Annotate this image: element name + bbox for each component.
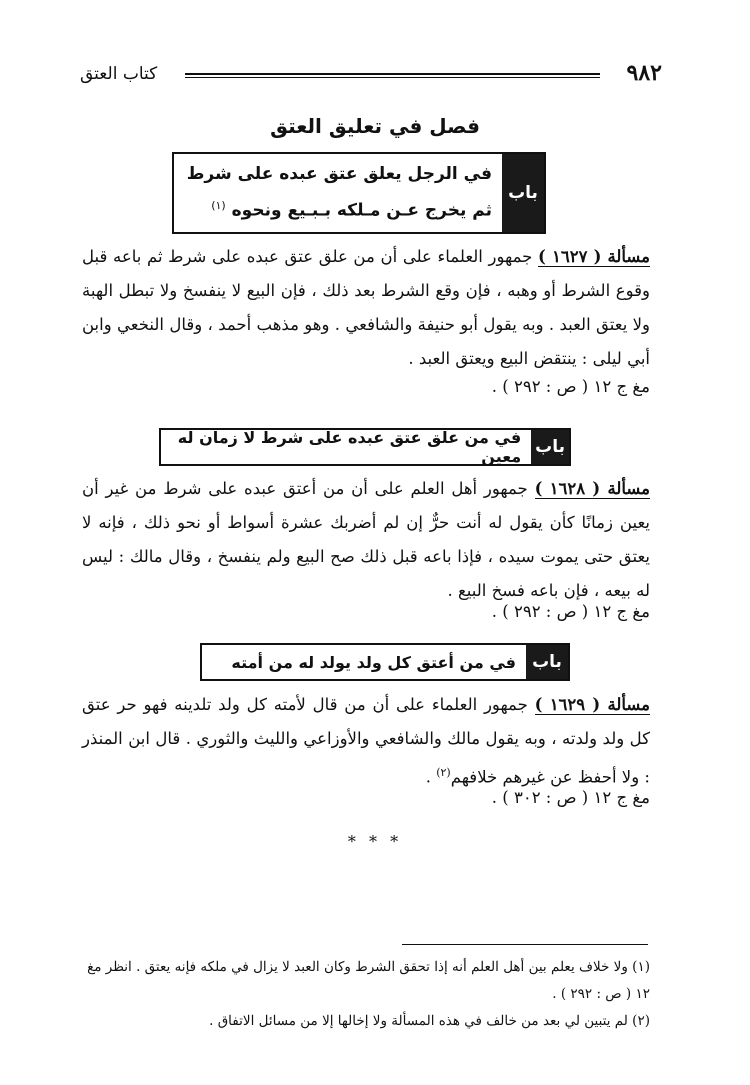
chapter-title: في من أعتق كل ولد يولد له من أمته xyxy=(231,652,516,672)
footnote-ref-2[interactable]: (٢) xyxy=(436,766,451,779)
chapter-title xyxy=(177,154,502,232)
masala-label: مسألة ( ١٦٢٧ ) xyxy=(538,247,650,266)
chapter-box-3 xyxy=(200,643,570,681)
footnote-2: (٢) لم يتبين لي بعد من خالف في هذه المسألة ولا إخالها إلا من مسائل الاتفاق . xyxy=(209,1013,650,1029)
masala-text: جمهور العلماء على أن من علق عتق عبده على شرط ثم باعه قبل وقوع الشرط أو وهبه ، فإن وقع الشرط بعد ذلك ، فإن البيع لا ينفسخ ولا تبطل الهبة ولا يعتق العبد . وبه يقول أبو حنيفة والشافعي . وهو مذهب أحمد ، وقال النخعي وابن أبي ليلى : ينتقض البيع ويعتق العبد . xyxy=(82,247,650,368)
masala-text: جمهور العلماء على أن من قال لأمته كل ولد تلدينه فهو حر عتق كل ولد ولدته ، وبه يقول مالك والشافعي والأوزاعي والليث والثوري . قال ابن المنذر : ولا أحفظ عن غيرهم خلافهم xyxy=(82,695,650,787)
chapter-label: باب xyxy=(526,645,568,679)
chapter-label: باب xyxy=(531,430,569,464)
page-number: ٩٨٢ xyxy=(626,60,662,86)
masala-reference: مغ ج ١٢ ( ص : ٢٩٢ ) . xyxy=(491,602,650,621)
book-title: كتاب العتق xyxy=(80,64,158,84)
chapter-title-line-2 xyxy=(187,190,492,227)
section-separator: * * * xyxy=(347,832,403,851)
chapter-title-line-2-text: ثم يخرج عـن مـلكه بـبـيع ونحوه xyxy=(231,200,492,221)
masala-text-end: . xyxy=(425,767,437,787)
masala-reference: مغ ج ١٢ ( ص : ٢٩٢ ) . xyxy=(491,377,650,396)
masala-text: جمهور أهل العلم على أن من أعتق عبده على شرط من غير أن يعين زمانًا كأن يقول له أنت حرٌّ إن لم أضربك عشرة أسواط أو نحو ذلك ، فإنه لا يعتق حتى يموت سيده ، فإذا باعه قبل ذلك صح البيع ولم ينفسخ ، وقال مالك : ليس له بيعه ، فإن باعه فسخ البيع . xyxy=(82,479,650,600)
footnote-1: (١) ولا خلاف يعلم بين أهل العلم أنه إذا تحقق الشرط وكان العبد لا يزال في ملكه فإنه يعتق . انظر مغ ١٢ ( ص : ٢٩٢ ) . xyxy=(87,959,650,1002)
footnote-rule xyxy=(402,944,648,945)
running-header xyxy=(80,60,662,92)
masala-1628 xyxy=(82,472,650,608)
masala-label: مسألة ( ١٦٢٩ ) xyxy=(534,695,650,714)
chapter-title-line-1: في الرجل يعلق عتق عبده على شرط xyxy=(186,164,492,185)
masala-1627 xyxy=(82,240,650,376)
masala-label: مسألة ( ١٦٢٨ ) xyxy=(534,479,650,498)
chapter-label: باب xyxy=(502,154,544,232)
chapter-title: في من علق عتق عبده على شرط لا زمان له معين xyxy=(177,428,522,466)
chapter-box-2 xyxy=(159,428,571,466)
header-rule xyxy=(185,73,600,78)
masala-1629 xyxy=(82,688,650,795)
masala-reference: مغ ج ١٢ ( ص : ٣٠٢ ) . xyxy=(491,788,650,807)
section-title: فصل في تعليق العتق xyxy=(270,114,480,138)
footnotes xyxy=(82,954,650,1035)
chapter-box-1 xyxy=(172,152,546,234)
footnote-ref-1[interactable]: (١) xyxy=(211,199,226,213)
